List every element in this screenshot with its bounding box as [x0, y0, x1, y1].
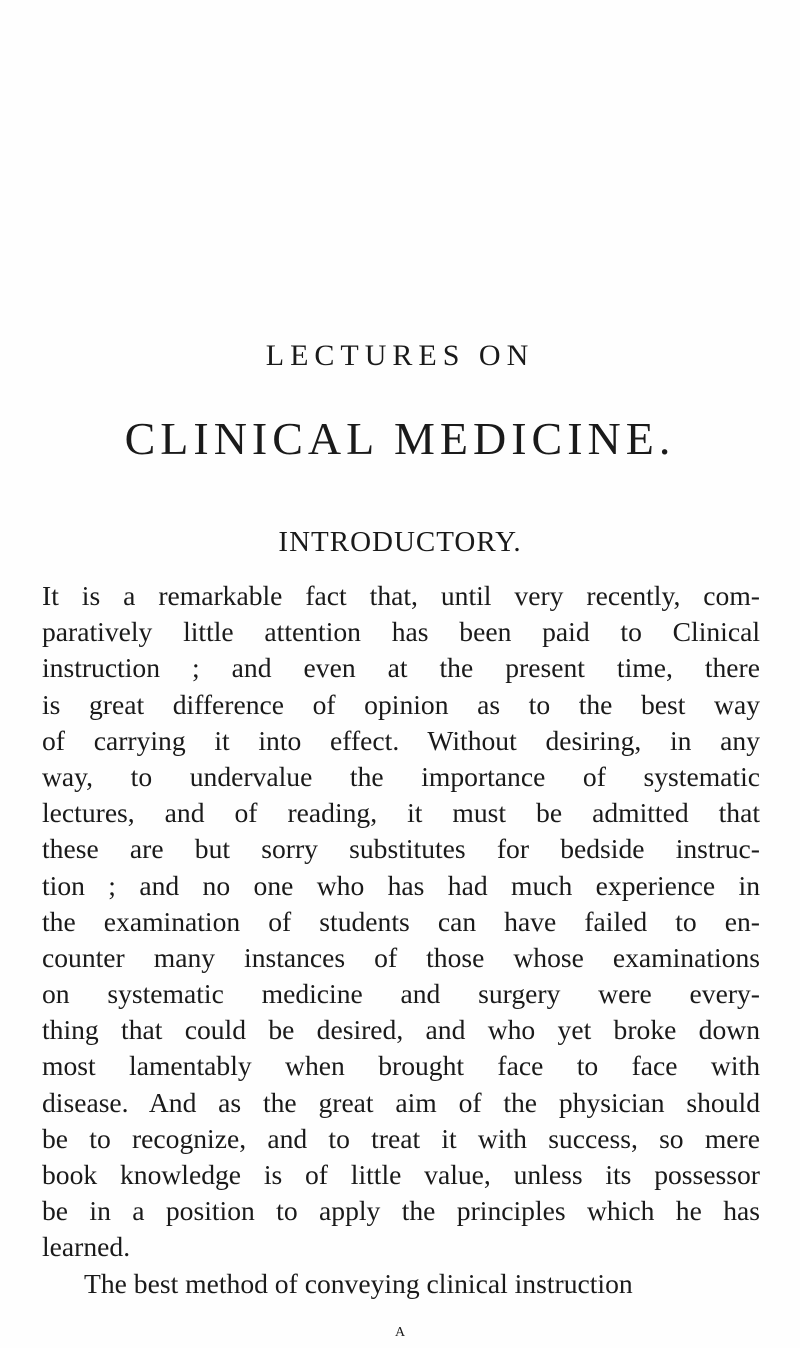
text-line-paragraph-end: learned. — [42, 1231, 131, 1263]
text-line: disease. And as the great aim of the physician should — [42, 1086, 760, 1118]
text-line: It is a remarkable fact that, until very recently, com- — [42, 580, 760, 611]
text-line: the examination of students can have failed to en- — [42, 905, 760, 937]
text-line: tion ; and no one who has had much experience in — [42, 869, 760, 901]
text-line: way, to undervalue the importance of systematic — [42, 760, 760, 792]
text-line: of carrying it into effect. Without desiring, in any — [42, 724, 760, 756]
text-line: lectures, and of reading, it must be admitted that — [42, 797, 760, 829]
text-line: be in a position to apply the principles which he has — [42, 1195, 760, 1227]
text-line: counter many instances of those whose examinations — [42, 941, 760, 973]
text-line: thing that could be desired, and who yet broke down — [42, 1014, 760, 1046]
printer-signature-mark: A — [394, 1325, 406, 1340]
text-line: is great difference of opinion as to the best way — [42, 688, 760, 720]
text-line: book knowledge is of little value, unless its possessor — [42, 1159, 760, 1190]
text-line-paragraph-start: The best method of conveying clinical instruction — [84, 1267, 633, 1299]
title-lectures-on: LECTURES ON — [265, 339, 535, 372]
title-clinical-medicine: CLINICAL MEDICINE. — [124, 413, 676, 464]
text-line: most lamentably when brought face to face with — [42, 1050, 760, 1082]
text-line: on systematic medicine and surgery were every- — [42, 978, 760, 1010]
text-line: instruction ; and even at the present time, there — [42, 652, 760, 684]
text-line: these are but sorry substitutes for bedside instruc- — [42, 833, 760, 865]
text-line: paratively little attention has been paid to Clinical — [42, 616, 760, 648]
body-paragraphs — [42, 578, 760, 1302]
section-heading-introductory: INTRODUCTORY. — [278, 526, 522, 558]
text-line: be to recognize, and to treat it with success, so mere — [42, 1122, 760, 1154]
